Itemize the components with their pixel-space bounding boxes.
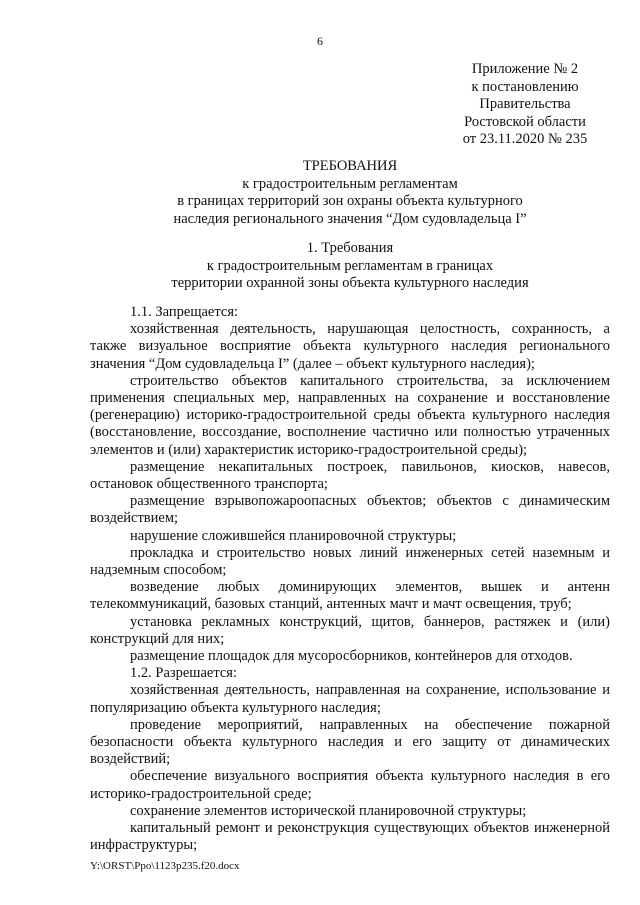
appendix-line: Приложение № 2 [471,61,579,77]
document-body [90,304,610,855]
file-path-footer: Y:\ORST\Ppo\1123p235.f20.docx [90,860,240,872]
paragraph: прокладка и строительство новых линий инженерных сетей наземным и надземным способом; [90,544,610,579]
title-line: в границах территорий зон охраны объекта культурного [177,193,523,210]
document-title [90,158,610,228]
appendix-line: к постановлению [471,78,579,95]
paragraph: возведение любых доминирующих элементов, вышек и антенн телекоммуникаций, базовых станций, антенных мачт и мачт освещения, труб; [90,579,610,613]
section-line: к градостроительным регламентам в границах [206,257,494,274]
paragraph: размещение взрывопожароопасных объектов; объектов с динамическим воздействием; [90,493,610,527]
paragraph: размещение некапитальных построек, павильонов, киосков, навесов, остановок общественного транспорта; [90,458,610,493]
title-line: к градостроительным регламентам [242,175,458,192]
section-heading [90,240,610,293]
paragraph: сохранение элементов исторической планировочной структуры; [130,802,527,819]
title-line: наследия регионального значения “Дом судовладельца I” [173,210,527,227]
paragraph: установка рекламных конструкций, щитов, баннеров, растяжек и (или) конструкций для них; [90,613,610,647]
page-number: 6 [317,34,323,48]
paragraph: капитальный ремонт и реконструкция существующих объектов инженерной инфраструктуры; [90,820,610,854]
paragraph: обеспечение визуального восприятия объекта культурного наследия в его историко-градостроительной среде; [90,768,610,802]
appendix-line: от 23.11.2020 № 235 [462,131,588,148]
appendix-line: Правительства [479,96,571,113]
paragraph: 1.1. Запрещается: [130,304,239,320]
paragraph: проведение мероприятий, направленных на обеспечение пожарной безопасности объекта культурного наследия и его защиту от динамических воздействий; [90,716,610,768]
paragraph: хозяйственная деятельность, направленная на сохранение, использование и популяризацию объекта культурного наследия; [90,682,610,716]
paragraph: размещение площадок для мусоросборников, контейнеров для отходов. [130,648,573,665]
paragraph: строительство объектов капитального строительства, за исключением применения специальных мер, направленных на сохранение и восстановление (регенерацию) историко-градостроительной среды объекта культурного наследия (восстановление, воссоздание, восполнение частично или полностью утраченных элементов и (или) характеристик историко-градостроительной среды); [90,372,610,458]
appendix-note [440,61,610,149]
appendix-line: Ростовской области [464,113,586,130]
section-title: 1. Требования [306,240,394,256]
section-line: территории охранной зоны объекта культурного наследия [171,275,529,292]
paragraph: хозяйственная деятельность, нарушающая целостность, сохранность, а также визуальное восприятие объекта культурного наследия регионального значения “Дом судовладельца I” (далее – объект культурного наследия); [90,321,610,372]
paragraph: 1.2. Разрешается: [130,665,237,682]
paragraph: нарушение сложившейся планировочной структуры; [130,527,457,544]
title-main: ТРЕБОВАНИЯ [302,158,398,174]
